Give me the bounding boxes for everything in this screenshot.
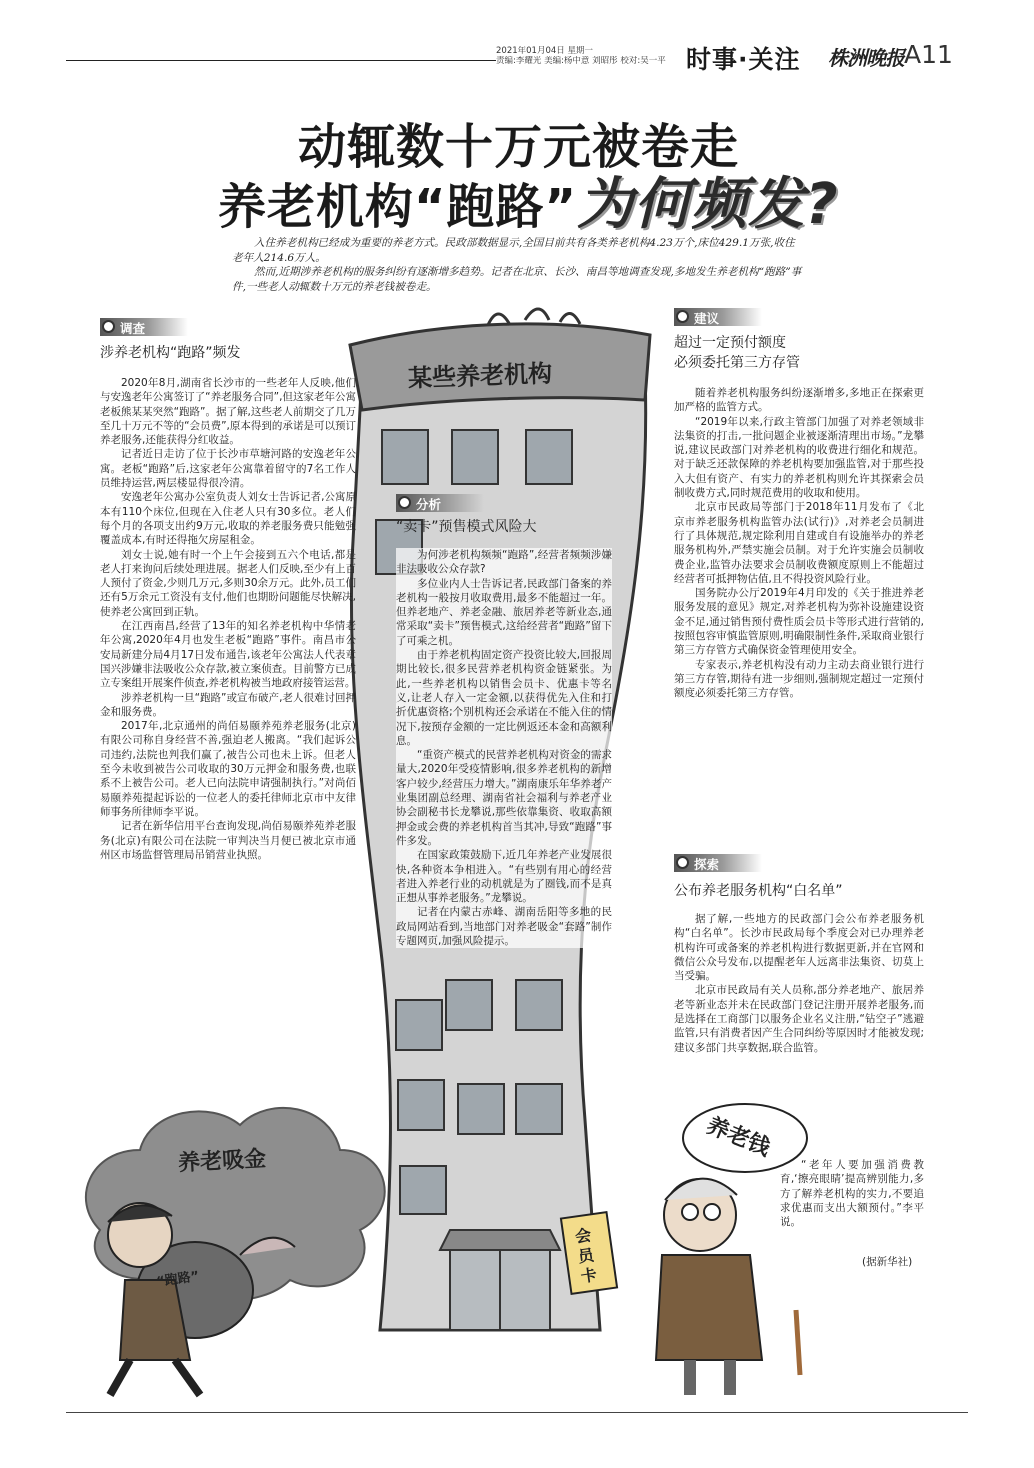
paragraph: 据了解,一些地方的民政部门会公布养老服务机构“白名单”。长沙市民政局每个季度会对已办理养老机构许可或备案的养老机构进行数据更新,并在官网和微信公众号发布,以提醒老年人远离非法集资、切莫上当受骗。: [674, 913, 924, 983]
paragraph: 北京市民政局有关人员称,部分养老地产、旅居养老等新业态并未在民政部门登记注册开展养老服务,而是选择在工商部门以服务企业名义注册,“钻空子”逃避监管,只有消费者因产生合同纠纷等原因时才能被发现;建议多部门共享数据,联合监管。: [674, 984, 924, 1054]
paragraph: 由于养老机构固定资产投资比较大,回报周期比较长,很多民营养老机构资金链紧张。为此,一些养老机构以销售会员卡、优惠卡等名义,让老人存入一定金额,以获得优先入住和打折优惠资格;个别机构还会承诺在不能入住的情况下,按预存金额的一定比例返还本金和高额利息。: [396, 649, 612, 747]
header-rule: [66, 60, 496, 61]
headline-line-2: [218, 160, 839, 240]
section-name: 时事·关注: [686, 45, 801, 74]
headline-line-2-b: 为何频发?: [577, 172, 839, 237]
paragraph: 涉养老机构一旦“跑路”或宣布破产,老人很难讨回押金和服务费。: [100, 691, 356, 718]
paragraph: 记者在内蒙古赤峰、湖南岳阳等多地的民政局网站看到,当地部门对养老吸金“套路”制作专题网页,加强风险提示。: [396, 906, 612, 948]
issue-date: 2021年01月04日 星期一: [496, 46, 593, 56]
paragraph: “老年人要加强消费教育,‘擦亮眼睛’提高辨别能力,多方了解养老机构的实力,不要追求优惠而支出大额预付。”李平说。: [780, 1159, 924, 1229]
elder-speech-label: 养老钱: [702, 1113, 774, 1162]
bullet-icon: [676, 310, 689, 323]
paragraph: 记者近日走访了位于长沙市草塘河路的安逸老年公寓。老板“跑路”后,这家老年公寓靠着留守的7名工作人员维持运营,两层楼显得很冷清。: [100, 448, 356, 490]
paragraph: 随着养老机构服务纠纷逐渐增多,多地正在探索更加严格的监管方式。: [674, 387, 924, 414]
explore-subhead: 公布养老服务机构“白名单”: [674, 883, 843, 899]
headline-line-2-a: 养老机构“跑路”: [218, 179, 578, 235]
paragraph: 安逸老年公寓办公室负责人刘女士告诉记者,公寓原本有110个床位,但现在入住老人只有30多位。老人们每个月的各项支出约9万元,收取的养老服务费只能勉强覆盖成本,有时还得拖欠房屋租金。: [100, 491, 356, 547]
suggestion-subhead-1: 超过一定预付额度: [674, 335, 786, 351]
survey-body: [100, 376, 356, 862]
paragraph: “重资产模式的民营养老机构对资金的需求量大,2020年受疫情影响,很多养老机构的新增客户较少,经营压力增大。”湖南康乐年华养老产业集团副总经理、湖南省社会福利与养老产业协会副秘书长龙攀说,那些依靠集资、收取高额押金或会费的养老机构首当其冲,导致“跑路”事件多发。: [396, 749, 612, 847]
lede-paragraph: 然而,近期涉养老机构的服务纠纷有逐渐增多趋势。记者在北京、长沙、南昌等地调查发现,多地发生养老机构“跑路”事件,一些老人动辄数十万元的养老钱被卷走。: [232, 266, 802, 293]
explore-tag: 探索: [674, 854, 762, 872]
paragraph: 专家表示,养老机构没有动力主动去商业银行进行第三方存管,期待有进一步细则,强制规定超过一定预付额度必须委托第三方存管。: [674, 658, 924, 700]
headline-line-1: 动辄数十万元被卷走: [298, 119, 740, 175]
bullet-icon: [676, 856, 689, 869]
lede-paragraph: 入住养老机构已经成为重要的养老方式。民政部数据显示,全国目前共有各类养老机构4.23万个,床位429.1万张,收住老年人214.6万人。: [232, 237, 795, 264]
source-credit: (据新华社): [862, 1256, 913, 1268]
survey-subhead: 涉养老机构“跑路”频发: [100, 345, 241, 361]
suggestion-tag: 建议: [674, 308, 762, 326]
paragraph: 为何涉老机构频频“跑路”,经营者频频涉嫌非法吸收公众存款?: [396, 549, 612, 576]
bottom-rule: [66, 1412, 968, 1413]
analysis-subhead: “卖卡”预售模式风险大: [396, 519, 537, 535]
paragraph: 北京市民政局等部门于2018年11月发布了《北京市养老服务机构监管办法(试行)》,对养老会员制进行了具体规范,规定除利用自建或自有设施举办的养老服务机构外,严禁实施会员制。对于允许实施会员制收费企业,监管办法要求会员制收费额度原则上不能超过经营者可抵押物估值,且不得投资风险行业。: [674, 501, 924, 585]
paragraph: 记者在新华信用平台查询发现,尚佰易颐养苑养老服务(北京)有限公司在法院一审判决当月便已被北京市通州区市场监督管理局吊销营业执照。: [100, 820, 356, 861]
analysis-body: [396, 548, 612, 948]
cloud-label: 养老吸金: [177, 1146, 267, 1177]
paragraph: 2017年,北京通州的尚佰易颐养苑养老服务(北京)有限公司称自身经营不善,强迫老人搬离。“我们起诉公司违约,法院也判我们赢了,被告公司也未上诉。但老人至今未收到被告公司收取的30万元押金和服务费,也联系不上被告公司。老人已向法院申请强制执行。”对尚佰易颐养苑提起诉讼的一位老人的委托律师北京市中友律师事务所律师李平说。: [100, 720, 356, 818]
suggestion-body: [674, 386, 924, 701]
bag-label: “跑路”: [155, 1269, 201, 1290]
paragraph: 2020年8月,湖南省长沙市的一些老年人反映,他们与安逸老年公寓签订了“养老服务合同”,但这家老年公寓老板熊某某突然“跑路”。据了解,这些老人前期交了几万至几十万元不等的“会员费”,原本得到的承诺是可以预订养老服务,还能获得分红收益。: [100, 377, 356, 447]
paragraph: 刘女士说,她有时一个上午会接到五六个电话,都是老人打来询问后续处理进展。据老人们反映,至少有上百人预付了资金,少则几万元,多则30余万元。此外,员工们还有5万余元工资没有支付,他们也期盼问题能尽快解决,使养老公寓回到正轨。: [100, 548, 356, 618]
paragraph: 多位业内人士告诉记者,民政部门备案的养老机构一般按月收取费用,最多不能超过一年。但养老地产、养老金融、旅居养老等新业态,通常采取“卖卡”预售模式,这给经营者“跑路”留下了可乘之机。: [396, 577, 612, 647]
survey-tag: 调查: [100, 318, 188, 336]
header-meta: [496, 46, 674, 66]
page-number: A11: [904, 40, 953, 69]
card-label: 会员卡: [573, 1225, 598, 1287]
paragraph: 国务院办公厅2019年4月印发的《关于推进养老服务发展的意见》规定,对养老机构为弥补设施建设资金不足,通过销售预付费性质会员卡等形式进行营销的,按照包容审慎监管原则,明确限制性条件,采取商业银行第三方存管方式确保资金管理使用安全。: [674, 587, 924, 657]
building-sign: 某些养老机构: [407, 359, 553, 393]
explore-body-tail: [780, 1158, 924, 1229]
paragraph: 在江西南昌,经营了13年的知名养老机构中华情老年公寓,2020年4月也发生老板“跑路”事件。南昌市公安局新建分局4月17日发布通告,该老年公寓法人代表章国兴涉嫌非法吸收公众存款,被立案侦查。目前警方已成立专案组开展案件侦查,养老机构被当地政府接管运营。: [100, 620, 356, 690]
analysis-tag: 分析: [396, 494, 484, 512]
staff-credits: 责编:李耀光 美编:杨中意 刘昭彤 校对:吴一平: [496, 56, 666, 66]
explore-body: [674, 912, 924, 1055]
newspaper-logo: 株洲晚报: [828, 46, 904, 70]
elderly-man-figure: [656, 1179, 800, 1395]
bullet-icon: [398, 496, 411, 509]
paragraph: 在国家政策鼓励下,近几年养老产业发展很快,各种资本争相进入。“有些别有用心的经营者进入养老行业的动机就是为了圈钱,而不是真正想从事养老服务。”龙攀说。: [396, 849, 612, 905]
lede: [232, 236, 802, 294]
paragraph: “2019年以来,行政主管部门加强了对养老领域非法集资的打击,一批问题企业被逐渐清理出市场。”龙攀说,建议民政部门对养老机构的收费进行细化和规范。对于缺乏还款保障的养老机构要加强监管,对于那些投入大但有资产、有实力的养老机构则允许其探索会员制收费方式,同时规范费用的收取和使用。: [674, 415, 924, 500]
suggestion-subhead-2: 必须委托第三方存管: [674, 355, 800, 371]
bullet-icon: [102, 320, 115, 333]
